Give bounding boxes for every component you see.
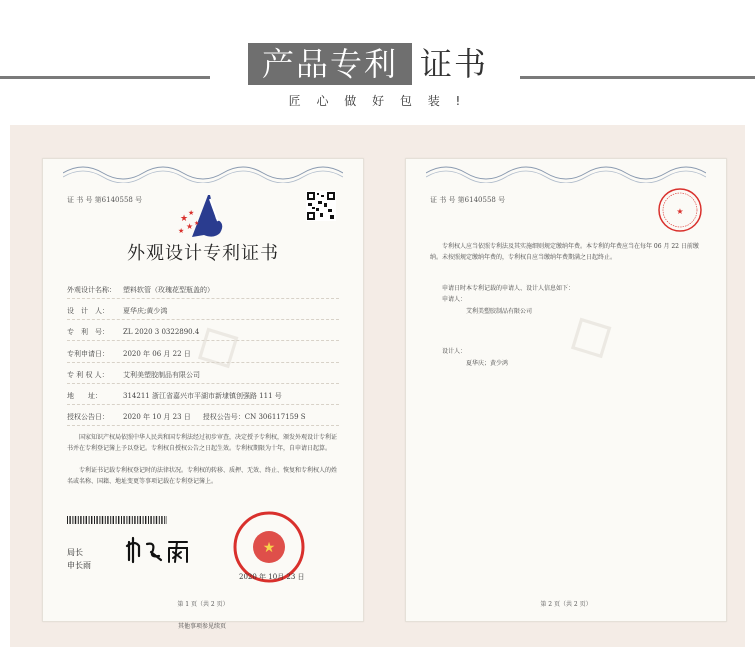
certificate-title: 外观设计专利证书 [127, 243, 279, 264]
watermark-icon: ◇ [179, 302, 253, 386]
header-rule-right [520, 76, 755, 79]
svg-text:★: ★ [186, 222, 194, 231]
field-patent-no: 专 利 号： ZL 2020 3 0322890.4 [67, 328, 200, 336]
field-design-name: 外观设计名称： 塑料软管（玫瑰花型瓶盖的） [67, 286, 214, 294]
field-divider [67, 340, 339, 341]
svg-text:★: ★ [194, 220, 200, 227]
signature-name: 申长雨 [67, 561, 91, 570]
page-footer: 第 2 页（共 2 页） [540, 601, 592, 608]
seal-date: 2020 年 10月 23 日 [239, 573, 305, 581]
header-title-boxed: 产品专利 [248, 43, 412, 85]
header-subtitle: 匠 心 做 好 包 装 ! [288, 94, 467, 108]
field-divider [67, 298, 339, 299]
svg-text:★: ★ [188, 209, 195, 217]
barcode-icon [67, 516, 167, 524]
ornament-border-icon [63, 159, 343, 183]
header-rule-left [0, 76, 210, 79]
certificate-page-1 [42, 158, 364, 622]
field-divider [67, 425, 339, 426]
field-designer: 设 计 人： 夏华庆;黄少鸿 [67, 307, 168, 315]
applicant-value: 艾利美塑胶制品有限公司 [466, 308, 533, 315]
certificate-page-2 [405, 158, 727, 622]
applicant-intro: 申请日时本专利记载的申请人、设计人信息如下： [442, 285, 575, 292]
field-publication-no: 授权公告号：CN 306117159 S [202, 413, 306, 421]
field-divider [67, 362, 339, 363]
field-patentee: 专 利 权 人： 艾利美塑胶制品有限公司 [67, 371, 200, 379]
field-address: 地 址： 314211 浙江省嘉兴市平湖市新埭镇创强路 111 号 [67, 392, 282, 400]
handwritten-signature-icon [125, 534, 205, 564]
ornament-border-icon [426, 159, 706, 183]
svg-text:★: ★ [178, 227, 185, 235]
watermark-icon: ◇ [552, 292, 626, 376]
field-divider [67, 383, 339, 384]
page-footer: 第 1 页（共 2 页） [177, 601, 229, 608]
page-header [0, 0, 755, 122]
field-grant-date: 授权公告日： 2020 年 10 月 23 日 授权公告号：CN 306117159 S [67, 413, 306, 421]
statement-paragraph-2: 专利证书记载专利权登记时的法律状况。专利权的转移、质押、无效、终止、恢复和专利权人的姓名或名称、国籍、地址变更等事项记载在专利登记簿上。 [67, 467, 338, 485]
designer-value: 夏华庆；黄少鸿 [466, 360, 509, 367]
designer-label: 设计人： [442, 348, 467, 355]
applicant-label: 申请人： [442, 296, 467, 303]
field-divider [67, 319, 339, 320]
svg-text:★: ★ [262, 540, 276, 556]
header-title-tail: 证书 [420, 45, 489, 83]
field-divider [67, 404, 339, 405]
below-note: 其他事项参见续页 [177, 623, 226, 630]
cnipa-emblem-icon [174, 189, 234, 241]
certificate-number: 证 书 号 第6140558 号 [430, 196, 506, 204]
statement-paragraph-1: 国家知识产权局依照中华人民共和国专利法经过初步审查，决定授予专利权，颁发外观设计专利证书并在专利登记簿上予以登记。专利权自授权公告之日起生效。专利权期限为十年，自申请日起算。 [67, 434, 338, 452]
qr-code-icon [306, 191, 336, 221]
certificate-number: 证 书 号 第6140558 号 [67, 196, 143, 204]
red-seal-icon [657, 187, 703, 233]
svg-text:★: ★ [180, 214, 189, 224]
field-filing-date: 专利申请日： 2020 年 06 月 22 日 [67, 350, 191, 358]
svg-text:★: ★ [676, 207, 684, 216]
signature-title: 局长 [67, 548, 83, 557]
fee-paragraph: 专利权人应当依照专利法及其实施细则规定缴纳年费。本专利的年费应当在每年 06 月 22 日前缴纳。未按照规定缴纳年费的，专利权自应当缴纳年费期满之日起终止。 [430, 243, 699, 261]
